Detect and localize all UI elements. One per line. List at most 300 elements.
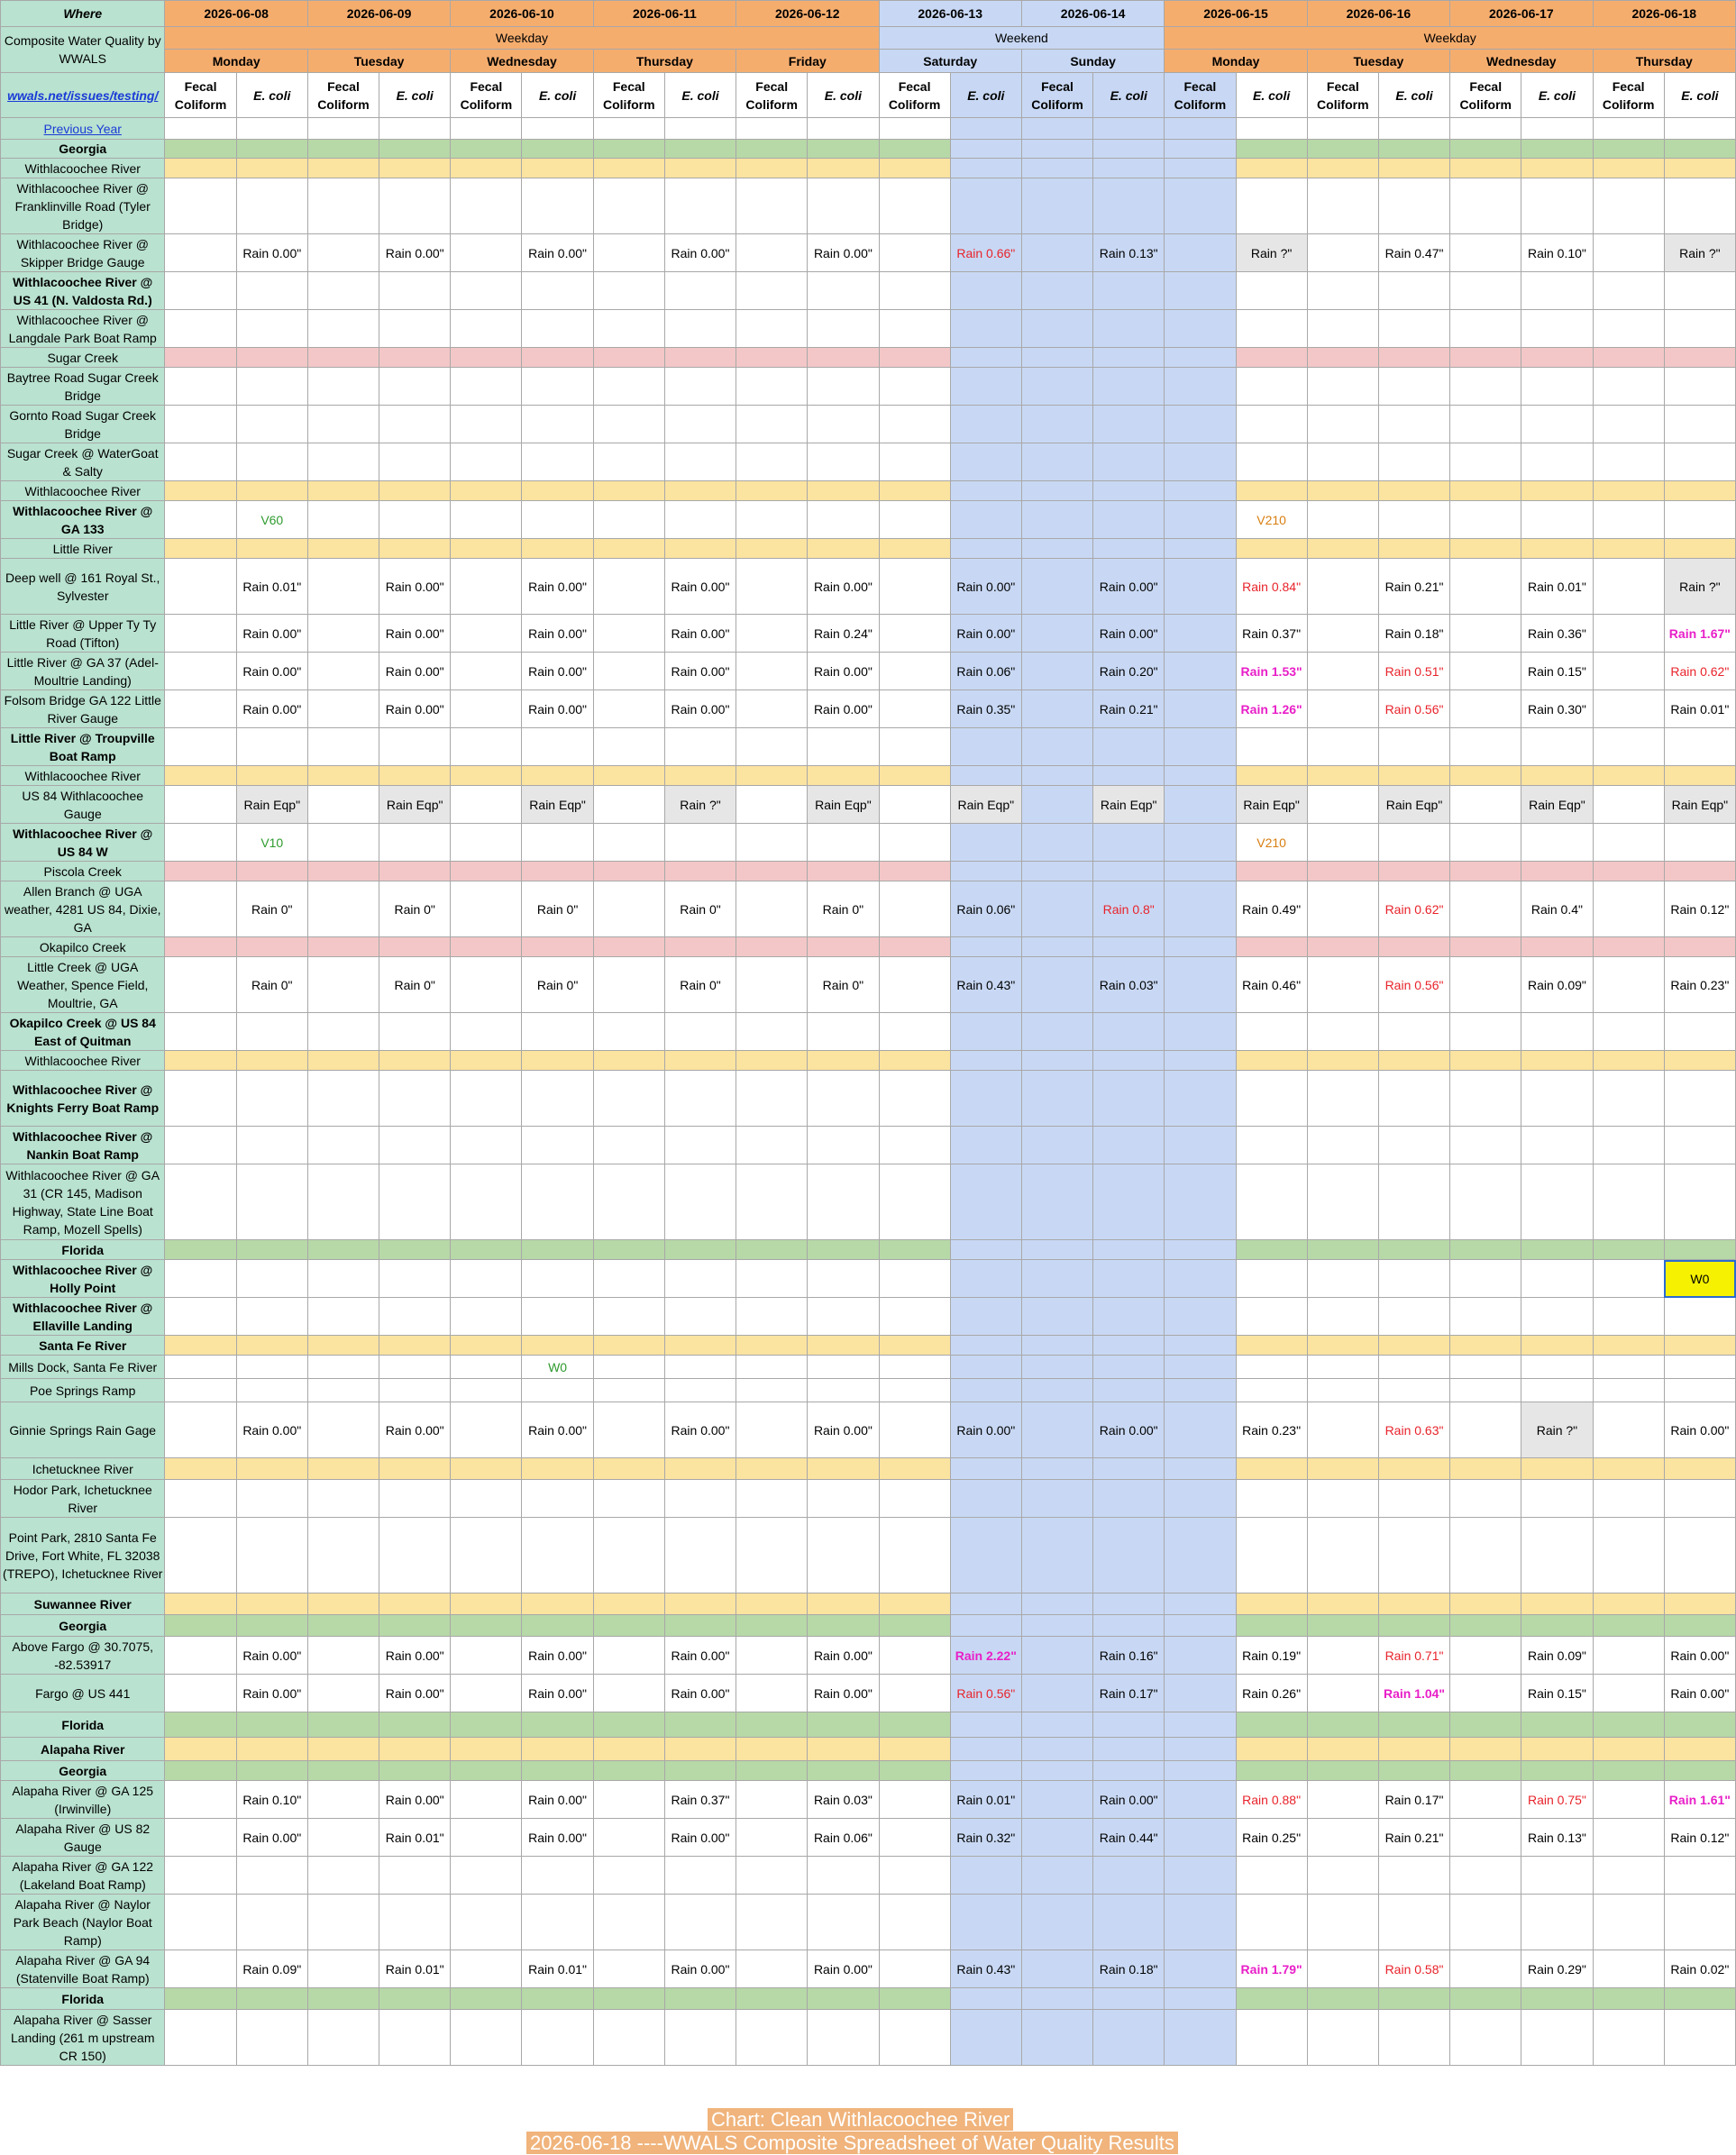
data-cell[interactable] (1165, 159, 1236, 178)
rain-cell[interactable]: Rain 0.00" (379, 690, 451, 728)
data-cell[interactable] (736, 559, 808, 615)
data-cell[interactable] (1236, 2010, 1307, 2066)
data-cell[interactable] (1093, 118, 1165, 140)
data-cell[interactable] (1021, 310, 1092, 348)
data-cell[interactable] (1021, 1298, 1092, 1336)
rain-cell[interactable]: Rain 0.00" (664, 1950, 736, 1988)
data-cell[interactable] (522, 140, 593, 159)
data-cell[interactable] (307, 481, 379, 501)
data-cell[interactable] (593, 766, 664, 786)
data-cell[interactable] (307, 348, 379, 368)
data-cell[interactable] (808, 2010, 879, 2066)
data-cell[interactable] (1593, 1615, 1664, 1637)
data-cell[interactable] (451, 881, 522, 937)
data-cell[interactable] (1450, 615, 1521, 653)
data-cell[interactable] (307, 1298, 379, 1336)
data-cell[interactable] (950, 1051, 1021, 1071)
rain-cell[interactable]: Rain 0.00" (522, 1819, 593, 1857)
rain-cell[interactable]: Rain 0.35" (950, 690, 1021, 728)
data-cell[interactable] (593, 501, 664, 539)
data-cell[interactable] (1378, 1761, 1449, 1781)
data-cell[interactable] (1021, 690, 1092, 728)
data-cell[interactable] (1021, 1458, 1092, 1480)
data-cell[interactable] (950, 1458, 1021, 1480)
data-cell[interactable] (522, 1480, 593, 1518)
data-cell[interactable] (879, 1761, 950, 1781)
data-cell[interactable] (1450, 443, 1521, 481)
rain-cell[interactable]: Rain 0.00" (236, 1402, 307, 1458)
data-cell[interactable] (1021, 1819, 1092, 1857)
data-cell[interactable] (1307, 1013, 1378, 1051)
data-cell[interactable] (236, 766, 307, 786)
data-cell[interactable] (236, 2010, 307, 2066)
data-cell[interactable] (808, 1356, 879, 1379)
data-cell[interactable] (165, 690, 236, 728)
data-cell[interactable] (593, 443, 664, 481)
data-cell[interactable] (1593, 786, 1664, 824)
data-cell[interactable] (1021, 957, 1092, 1013)
data-cell[interactable] (1165, 140, 1236, 159)
data-cell[interactable] (307, 937, 379, 957)
data-cell[interactable] (736, 1615, 808, 1637)
data-cell[interactable] (1450, 1712, 1521, 1738)
rain-cell[interactable]: Rain 0.00" (808, 1637, 879, 1675)
data-cell[interactable] (1021, 559, 1092, 615)
data-cell[interactable] (950, 766, 1021, 786)
data-cell[interactable] (1236, 1240, 1307, 1260)
data-cell[interactable] (307, 368, 379, 406)
data-cell[interactable] (379, 1518, 451, 1593)
data-cell[interactable] (808, 728, 879, 766)
data-cell[interactable] (1093, 937, 1165, 957)
data-cell[interactable] (1593, 559, 1664, 615)
data-cell[interactable] (236, 1356, 307, 1379)
data-cell[interactable] (1093, 368, 1165, 406)
rain-cell[interactable]: Rain 0.01" (236, 559, 307, 615)
data-cell[interactable] (1664, 728, 1735, 766)
data-cell[interactable] (1093, 443, 1165, 481)
data-cell[interactable] (236, 1336, 307, 1356)
data-cell[interactable] (1021, 1988, 1092, 2010)
data-cell[interactable] (522, 443, 593, 481)
data-cell[interactable] (1450, 539, 1521, 559)
rain-cell[interactable]: Rain 0" (522, 957, 593, 1013)
data-cell[interactable] (1307, 140, 1378, 159)
data-cell[interactable] (1450, 501, 1521, 539)
rain-cell[interactable]: Rain 0.62" (1378, 881, 1449, 937)
data-cell[interactable] (1664, 1336, 1735, 1356)
data-cell[interactable] (1378, 1127, 1449, 1164)
data-cell[interactable] (307, 862, 379, 881)
data-cell[interactable] (1593, 1240, 1664, 1260)
data-cell[interactable] (664, 824, 736, 862)
data-cell[interactable] (451, 1164, 522, 1240)
data-cell[interactable] (1165, 1857, 1236, 1895)
data-cell[interactable] (1165, 1164, 1236, 1240)
data-cell[interactable] (165, 118, 236, 140)
data-cell[interactable] (379, 1593, 451, 1615)
data-cell[interactable] (1236, 406, 1307, 443)
data-cell[interactable] (522, 501, 593, 539)
data-cell[interactable] (1165, 824, 1236, 862)
data-cell[interactable] (1307, 957, 1378, 1013)
data-cell[interactable] (1165, 501, 1236, 539)
data-cell[interactable] (379, 1988, 451, 2010)
data-cell[interactable] (379, 1298, 451, 1336)
data-cell[interactable] (950, 406, 1021, 443)
rain-cell[interactable]: Rain 0.00" (808, 690, 879, 728)
rain-cell[interactable]: Rain 0.00" (950, 1402, 1021, 1458)
data-cell[interactable] (1378, 1593, 1449, 1615)
data-cell[interactable] (1307, 824, 1378, 862)
data-cell[interactable] (451, 272, 522, 310)
data-cell[interactable] (736, 1051, 808, 1071)
data-cell[interactable] (1021, 615, 1092, 653)
data-cell[interactable] (1165, 690, 1236, 728)
data-cell[interactable] (950, 862, 1021, 881)
data-cell[interactable] (1593, 348, 1664, 368)
rain-cell[interactable]: Rain 0.00" (664, 1637, 736, 1675)
data-cell[interactable] (236, 1518, 307, 1593)
data-cell[interactable] (808, 1518, 879, 1593)
data-cell[interactable] (165, 1738, 236, 1761)
data-cell[interactable] (1521, 310, 1593, 348)
data-cell[interactable] (1664, 1857, 1735, 1895)
data-cell[interactable] (664, 1013, 736, 1051)
data-cell[interactable] (307, 824, 379, 862)
data-cell[interactable] (1450, 1518, 1521, 1593)
data-cell[interactable] (307, 272, 379, 310)
data-cell[interactable] (451, 1051, 522, 1071)
data-cell[interactable] (1450, 2010, 1521, 2066)
data-cell[interactable] (165, 1127, 236, 1164)
rain-cell[interactable]: Rain 0.37" (1236, 615, 1307, 653)
data-cell[interactable] (1021, 348, 1092, 368)
data-cell[interactable] (451, 1738, 522, 1761)
data-cell[interactable] (736, 1819, 808, 1857)
data-cell[interactable] (1165, 1260, 1236, 1298)
rain-cell[interactable]: Rain Eqp" (1378, 786, 1449, 824)
data-cell[interactable] (236, 443, 307, 481)
data-cell[interactable] (379, 406, 451, 443)
data-cell[interactable] (1521, 501, 1593, 539)
rain-cell[interactable]: Rain 0.00" (1093, 1402, 1165, 1458)
data-cell[interactable] (1378, 937, 1449, 957)
data-cell[interactable] (165, 1260, 236, 1298)
data-cell[interactable] (879, 1164, 950, 1240)
data-cell[interactable] (879, 559, 950, 615)
data-cell[interactable] (236, 1480, 307, 1518)
data-cell[interactable] (1165, 1781, 1236, 1819)
data-cell[interactable] (593, 1761, 664, 1781)
data-cell[interactable] (451, 1013, 522, 1051)
data-cell[interactable] (1165, 368, 1236, 406)
data-cell[interactable] (522, 1988, 593, 2010)
data-cell[interactable] (236, 1615, 307, 1637)
data-cell[interactable] (1450, 272, 1521, 310)
data-cell[interactable] (451, 1458, 522, 1480)
data-cell[interactable] (1021, 272, 1092, 310)
data-cell[interactable] (879, 368, 950, 406)
data-cell[interactable] (522, 1051, 593, 1071)
data-cell[interactable] (1378, 1336, 1449, 1356)
data-cell[interactable] (1450, 1857, 1521, 1895)
rain-cell[interactable]: Rain 0.19" (1236, 1637, 1307, 1675)
data-cell[interactable] (879, 1127, 950, 1164)
data-cell[interactable] (522, 406, 593, 443)
data-cell[interactable] (1165, 178, 1236, 234)
data-cell[interactable] (307, 178, 379, 234)
data-cell[interactable] (1093, 140, 1165, 159)
data-cell[interactable] (1664, 140, 1735, 159)
data-cell[interactable] (736, 1336, 808, 1356)
data-cell[interactable] (379, 1738, 451, 1761)
rain-cell[interactable]: Rain 0.47" (1378, 234, 1449, 272)
data-cell[interactable] (1021, 1761, 1092, 1781)
data-cell[interactable] (1664, 310, 1735, 348)
rain-cell[interactable]: Rain 2.22" (950, 1637, 1021, 1675)
data-cell[interactable] (1165, 539, 1236, 559)
data-cell[interactable] (1593, 1593, 1664, 1615)
data-cell[interactable] (1521, 443, 1593, 481)
data-cell[interactable] (1307, 1593, 1378, 1615)
data-cell[interactable] (1593, 178, 1664, 234)
rain-cell[interactable]: Rain 0.10" (1521, 234, 1593, 272)
data-cell[interactable] (950, 824, 1021, 862)
data-cell[interactable] (593, 1127, 664, 1164)
data-cell[interactable] (1236, 310, 1307, 348)
data-cell[interactable] (165, 539, 236, 559)
data-cell[interactable] (808, 824, 879, 862)
data-cell[interactable] (664, 481, 736, 501)
data-cell[interactable] (165, 615, 236, 653)
data-cell[interactable] (1307, 1336, 1378, 1356)
data-cell[interactable] (1521, 1379, 1593, 1402)
data-cell[interactable] (1593, 1164, 1664, 1240)
data-cell[interactable] (1593, 406, 1664, 443)
data-cell[interactable] (379, 1013, 451, 1051)
data-cell[interactable] (379, 1379, 451, 1402)
data-cell[interactable] (593, 539, 664, 559)
data-cell[interactable] (522, 481, 593, 501)
data-cell[interactable] (879, 1637, 950, 1675)
data-cell[interactable] (307, 1593, 379, 1615)
data-cell[interactable] (236, 1712, 307, 1738)
data-cell[interactable] (808, 272, 879, 310)
data-cell[interactable] (593, 118, 664, 140)
data-cell[interactable] (808, 1336, 879, 1356)
data-cell[interactable] (307, 1988, 379, 2010)
data-cell[interactable] (808, 1260, 879, 1298)
data-cell[interactable] (593, 690, 664, 728)
data-cell[interactable] (1664, 937, 1735, 957)
data-cell[interactable] (593, 140, 664, 159)
data-cell[interactable] (1450, 862, 1521, 881)
data-cell[interactable] (1307, 1260, 1378, 1298)
rain-cell[interactable]: Rain 0.17" (1378, 1781, 1449, 1819)
data-cell[interactable] (593, 957, 664, 1013)
data-cell[interactable] (451, 824, 522, 862)
data-cell[interactable] (379, 348, 451, 368)
data-cell[interactable] (736, 348, 808, 368)
data-cell[interactable] (1450, 1738, 1521, 1761)
data-cell[interactable] (1236, 862, 1307, 881)
data-cell[interactable] (307, 1950, 379, 1988)
data-cell[interactable] (1664, 1712, 1735, 1738)
data-cell[interactable] (950, 1013, 1021, 1051)
data-cell[interactable] (879, 1402, 950, 1458)
data-cell[interactable] (879, 118, 950, 140)
data-cell[interactable] (950, 1071, 1021, 1127)
data-cell[interactable] (593, 1895, 664, 1950)
data-cell[interactable] (879, 1240, 950, 1260)
rain-cell[interactable]: Rain 0" (522, 881, 593, 937)
data-cell[interactable] (879, 1819, 950, 1857)
data-cell[interactable] (1521, 1895, 1593, 1950)
data-cell[interactable] (950, 1988, 1021, 2010)
data-cell[interactable] (1593, 615, 1664, 653)
data-cell[interactable] (165, 862, 236, 881)
data-cell[interactable] (1521, 2010, 1593, 2066)
data-cell[interactable] (1236, 1458, 1307, 1480)
data-cell[interactable] (664, 178, 736, 234)
data-cell[interactable] (1307, 310, 1378, 348)
data-cell[interactable] (451, 690, 522, 728)
data-cell[interactable] (1307, 937, 1378, 957)
data-cell[interactable] (451, 1071, 522, 1127)
data-cell[interactable] (593, 1071, 664, 1127)
data-cell[interactable] (1593, 443, 1664, 481)
data-cell[interactable] (379, 539, 451, 559)
data-cell[interactable] (522, 1013, 593, 1051)
data-cell[interactable] (1236, 348, 1307, 368)
data-cell[interactable] (1165, 559, 1236, 615)
data-cell[interactable] (1664, 118, 1735, 140)
data-cell[interactable] (879, 1260, 950, 1298)
data-cell[interactable] (736, 443, 808, 481)
data-cell[interactable] (236, 406, 307, 443)
rain-cell[interactable]: Rain 0.00" (1664, 1637, 1735, 1675)
data-cell[interactable] (1450, 937, 1521, 957)
data-cell[interactable] (736, 1518, 808, 1593)
data-cell[interactable] (1165, 1336, 1236, 1356)
data-cell[interactable] (593, 1615, 664, 1637)
data-cell[interactable] (1521, 1127, 1593, 1164)
data-cell[interactable] (451, 1857, 522, 1895)
data-cell[interactable] (808, 937, 879, 957)
data-cell[interactable] (1165, 728, 1236, 766)
date-header[interactable]: 2026-06-18 (1593, 1, 1735, 27)
data-cell[interactable] (1450, 1356, 1521, 1379)
data-cell[interactable] (664, 1336, 736, 1356)
data-cell[interactable] (736, 1781, 808, 1819)
rain-cell[interactable]: Rain 0.00" (808, 1402, 879, 1458)
data-cell[interactable] (1236, 1738, 1307, 1761)
data-cell[interactable] (1021, 1675, 1092, 1712)
data-cell[interactable] (1236, 159, 1307, 178)
previous-year-link[interactable]: Previous Year (1, 118, 165, 140)
data-cell[interactable] (879, 786, 950, 824)
data-cell[interactable] (307, 690, 379, 728)
data-cell[interactable] (1021, 881, 1092, 937)
data-cell[interactable] (451, 1895, 522, 1950)
data-cell[interactable] (236, 1761, 307, 1781)
data-cell[interactable] (808, 481, 879, 501)
data-cell[interactable] (379, 862, 451, 881)
data-cell[interactable] (165, 653, 236, 690)
data-cell[interactable] (1236, 368, 1307, 406)
data-cell[interactable] (1165, 481, 1236, 501)
data-cell[interactable] (1093, 1738, 1165, 1761)
data-cell[interactable] (307, 2010, 379, 2066)
data-cell[interactable] (1593, 1738, 1664, 1761)
data-cell[interactable] (1307, 1240, 1378, 1260)
data-cell[interactable] (1378, 501, 1449, 539)
data-cell[interactable] (1378, 862, 1449, 881)
data-cell[interactable] (1165, 1356, 1236, 1379)
data-cell[interactable] (522, 862, 593, 881)
date-header[interactable]: 2026-06-10 (451, 1, 593, 27)
data-cell[interactable] (1664, 406, 1735, 443)
data-cell[interactable] (950, 1336, 1021, 1356)
data-cell[interactable] (950, 1480, 1021, 1518)
data-cell[interactable] (1450, 1051, 1521, 1071)
data-cell[interactable] (1521, 766, 1593, 786)
data-cell[interactable] (165, 272, 236, 310)
data-cell[interactable] (808, 178, 879, 234)
data-cell[interactable] (451, 1480, 522, 1518)
rain-cell[interactable]: Rain ?" (664, 786, 736, 824)
data-cell[interactable] (1165, 881, 1236, 937)
data-cell[interactable] (1165, 1950, 1236, 1988)
data-cell[interactable] (950, 140, 1021, 159)
data-cell[interactable] (1450, 1895, 1521, 1950)
data-cell[interactable] (808, 1761, 879, 1781)
data-cell[interactable] (1521, 937, 1593, 957)
data-cell[interactable] (379, 1240, 451, 1260)
data-cell[interactable] (1593, 1950, 1664, 1988)
data-cell[interactable] (879, 937, 950, 957)
data-cell[interactable] (1450, 957, 1521, 1013)
data-cell[interactable] (1236, 539, 1307, 559)
data-cell[interactable] (736, 501, 808, 539)
data-cell[interactable] (379, 1356, 451, 1379)
data-cell[interactable] (1021, 406, 1092, 443)
data-cell[interactable] (879, 1615, 950, 1637)
data-cell[interactable] (1236, 1071, 1307, 1127)
data-cell[interactable] (165, 1402, 236, 1458)
rain-cell[interactable]: Rain 0.00" (664, 559, 736, 615)
data-cell[interactable] (1521, 1051, 1593, 1071)
data-cell[interactable] (593, 481, 664, 501)
data-cell[interactable] (1378, 1260, 1449, 1298)
rain-cell[interactable]: Rain 0.00" (379, 653, 451, 690)
data-cell[interactable] (808, 1458, 879, 1480)
data-cell[interactable] (593, 272, 664, 310)
data-cell[interactable] (1165, 118, 1236, 140)
data-cell[interactable] (736, 786, 808, 824)
data-cell[interactable] (1450, 559, 1521, 615)
data-cell[interactable] (522, 368, 593, 406)
data-cell[interactable] (1593, 766, 1664, 786)
data-cell[interactable] (522, 824, 593, 862)
rain-cell[interactable]: Rain 0" (379, 881, 451, 937)
data-cell[interactable] (879, 539, 950, 559)
data-cell[interactable] (593, 1013, 664, 1051)
rain-cell[interactable]: Rain 0.06" (808, 1819, 879, 1857)
rain-cell[interactable]: Rain 0.49" (1236, 881, 1307, 937)
data-cell[interactable] (1021, 1518, 1092, 1593)
